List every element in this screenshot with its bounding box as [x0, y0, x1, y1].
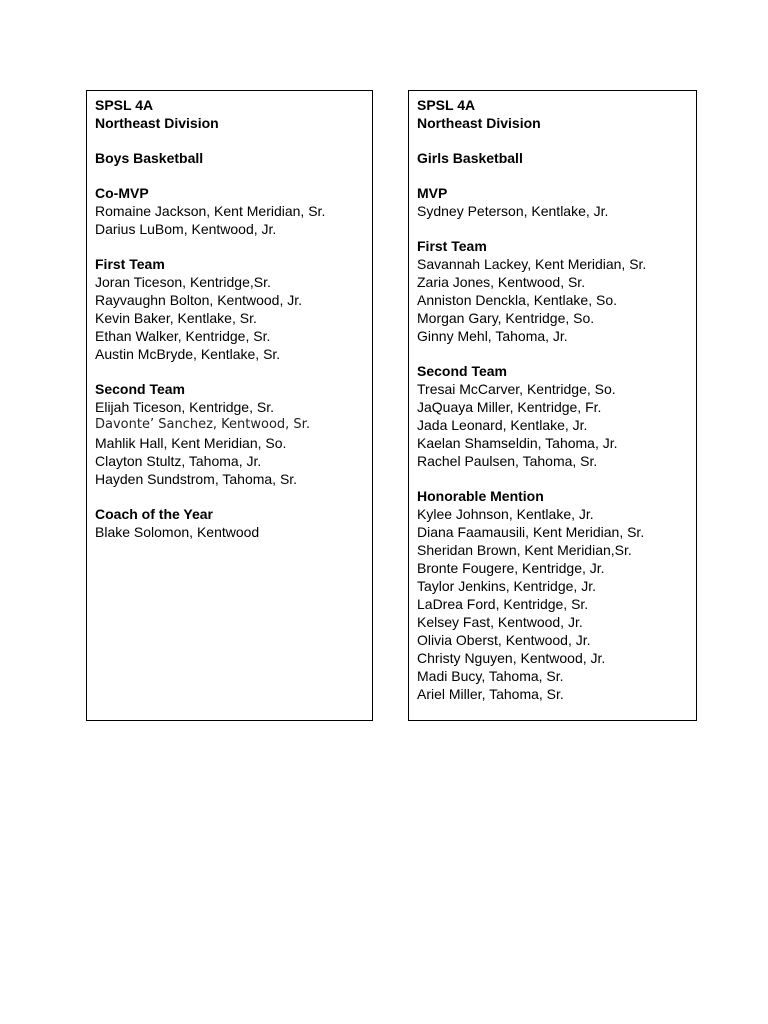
honorable-mention-entry: Diana Faamausili, Kent Meridian, Sr. [417, 524, 645, 540]
honorable-mention-entry: LaDrea Ford, Kentridge, Sr. [417, 596, 589, 612]
honorable-mention-entry: Madi Bucy, Tahoma, Sr. [417, 668, 564, 684]
honorable-mention-entry: Ariel Miller, Tahoma, Sr. [417, 686, 564, 702]
honorable-mention-entry: Olivia Oberst, Kentwood, Jr. [417, 632, 591, 648]
sport-title: Boys Basketball [95, 150, 204, 166]
first-team-entry: Morgan Gary, Kentridge, So. [417, 310, 595, 326]
first-team-entry: Ginny Mehl, Tahoma, Jr. [417, 328, 568, 344]
honorable-mention-entry: Sheridan Brown, Kent Meridian,Sr. [417, 542, 632, 558]
mvp-entry: Darius LuBom, Kentwood, Jr. [95, 221, 277, 237]
first-team-entry: Joran Ticeson, Kentridge,Sr. [95, 274, 271, 290]
division-title: Northeast Division [417, 115, 541, 131]
second-team-entry: Tresai McCarver, Kentridge, So. [417, 381, 616, 397]
honorable-mention-entry: Kelsey Fast, Kentwood, Jr. [417, 614, 583, 630]
league-title: SPSL 4A [95, 97, 154, 113]
honorable-mention-entry: Taylor Jenkins, Kentridge, Jr. [417, 578, 596, 594]
second-team-entry: Clayton Stultz, Tahoma, Jr. [95, 453, 262, 469]
first-team-entry: Kevin Baker, Kentlake, Sr. [95, 310, 257, 326]
mvp-heading: Co-MVP [95, 185, 149, 201]
first-team-entry: Savannah Lackey, Kent Meridian, Sr. [417, 256, 647, 272]
second-team-entry: Elijah Ticeson, Kentridge, Sr. [95, 399, 274, 415]
second-team-entry: Kaelan Shamseldin, Tahoma, Jr. [417, 435, 618, 451]
second-team-entry: Davonte’ Sanchez, Kentwood, Sr. [95, 417, 310, 432]
second-team-heading: Second Team [417, 363, 507, 379]
boys-basketball-box [86, 90, 373, 721]
first-team-entry: Anniston Denckla, Kentlake, So. [417, 292, 618, 308]
first-team-entry: Zaria Jones, Kentwood, Sr. [417, 274, 586, 290]
first-team-heading: First Team [417, 238, 487, 254]
first-team-entry: Austin McBryde, Kentlake, Sr. [95, 346, 281, 362]
mvp-entry: Sydney Peterson, Kentlake, Jr. [417, 203, 609, 219]
second-team-entry: JaQuaya Miller, Kentridge, Fr. [417, 399, 602, 415]
first-team-heading: First Team [95, 256, 165, 272]
second-team-entry: Rachel Paulsen, Tahoma, Sr. [417, 453, 598, 469]
league-title: SPSL 4A [417, 97, 476, 113]
coach-entry: Blake Solomon, Kentwood [95, 524, 260, 540]
coach-heading: Coach of the Year [95, 506, 214, 522]
second-team-entry: Mahlik Hall, Kent Meridian, So. [95, 435, 287, 451]
sport-title: Girls Basketball [417, 150, 523, 166]
division-title: Northeast Division [95, 115, 219, 131]
first-team-entry: Rayvaughn Bolton, Kentwood, Jr. [95, 292, 303, 308]
mvp-entry: Romaine Jackson, Kent Meridian, Sr. [95, 203, 326, 219]
honorable-mention-heading: Honorable Mention [417, 488, 544, 504]
honorable-mention-entry: Kylee Johnson, Kentlake, Jr. [417, 506, 594, 522]
honorable-mention-entry: Bronte Fougere, Kentridge, Jr. [417, 560, 605, 576]
second-team-entry: Jada Leonard, Kentlake, Jr. [417, 417, 588, 433]
second-team-entry: Hayden Sundstrom, Tahoma, Sr. [95, 471, 298, 487]
second-team-heading: Second Team [95, 381, 185, 397]
first-team-entry: Ethan Walker, Kentridge, Sr. [95, 328, 271, 344]
mvp-heading: MVP [417, 185, 448, 201]
honorable-mention-entry: Christy Nguyen, Kentwood, Jr. [417, 650, 606, 666]
girls-basketball-box [408, 90, 697, 721]
